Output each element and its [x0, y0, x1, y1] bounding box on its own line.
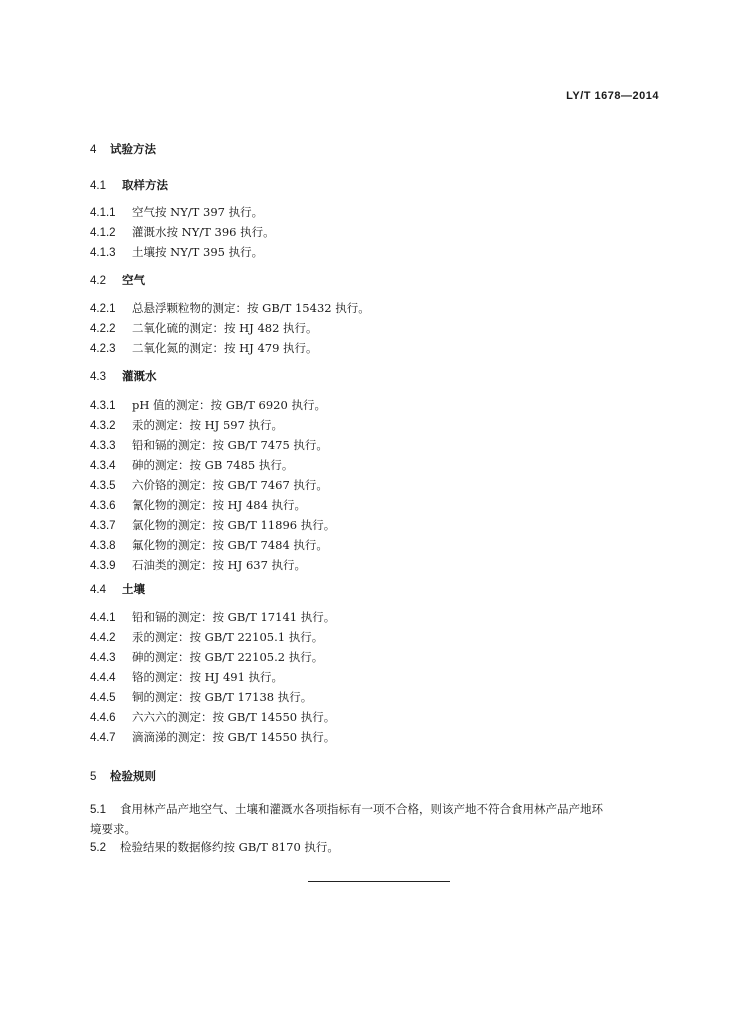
- section-number: 4: [90, 144, 97, 156]
- subsection-title: 灌溉水: [122, 369, 157, 383]
- clause-5-2: 5.2 检验结果的数据修约按 GB/T 8170 执行。: [90, 840, 339, 854]
- subsection-4-4-heading: [90, 581, 670, 597]
- clause-item: 4.3.4 砷的测定：按 GB 7485 执行。: [90, 458, 294, 472]
- clause-item: 4.3.1 pH 值的测定：按 GB/T 6920 执行。: [90, 398, 326, 412]
- clause-item: 4.3.2 汞的测定：按 HJ 597 执行。: [90, 418, 284, 432]
- section-title: 试验方法: [110, 142, 156, 156]
- subsection-number: 4.4: [90, 584, 106, 596]
- clause-item: 4.4.6 六六六的测定：按 GB/T 14550 执行。: [90, 710, 336, 724]
- subsection-number: 4.1: [90, 180, 106, 192]
- clause-item: 4.3.8 氟化物的测定：按 GB/T 7484 执行。: [90, 538, 328, 552]
- subsection-4-3-heading: [90, 368, 670, 384]
- clause-item: 4.3.9 石油类的测定：按 HJ 637 执行。: [90, 558, 307, 572]
- clause-item: 4.3.6 氰化物的测定：按 HJ 484 执行。: [90, 498, 307, 512]
- subsection-4-2-list: [90, 299, 670, 359]
- clause-5-1: 5.1 食用林产品产地空气、土壤和灌溉水各项指标有一项不合格，则该产地不符合食用林产品产地环 境要求。: [90, 802, 603, 836]
- clause-item: 4.1.1 空气按 NY/T 397 执行。: [90, 205, 264, 219]
- clause-item: 4.2.2 二氧化硫的测定：按 HJ 482 执行。: [90, 321, 318, 335]
- subsection-4-1-heading: [90, 177, 670, 193]
- clause-item: 4.3.5 六价铬的测定：按 GB/T 7467 执行。: [90, 478, 328, 492]
- section-number: 5: [90, 771, 97, 783]
- clause-item: 4.4.2 汞的测定：按 GB/T 22105.1 执行。: [90, 630, 324, 644]
- clause-item: 4.4.5 铜的测定：按 GB/T 17138 执行。: [90, 690, 313, 704]
- end-of-document-rule: [308, 881, 450, 882]
- section-title: 检验规则: [110, 769, 156, 783]
- subsection-number: 4.2: [90, 275, 106, 287]
- standard-code: LY/T 1678—2014: [566, 90, 659, 102]
- clause-item: 4.1.3 土壤按 NY/T 395 执行。: [90, 245, 264, 259]
- clause-item: 4.2.1 总悬浮颗粒物的测定：按 GB/T 15432 执行。: [90, 301, 370, 315]
- clause-item: 4.3.3 铅和镉的测定：按 GB/T 7475 执行。: [90, 438, 328, 452]
- subsection-title: 土壤: [122, 582, 145, 596]
- clause-item: 4.3.7 氯化物的测定：按 GB/T 11896 执行。: [90, 518, 336, 532]
- subsection-4-4-list: [90, 608, 670, 748]
- section-5-heading: [90, 768, 670, 784]
- clause-item: 4.4.7 滴滴涕的测定：按 GB/T 14550 执行。: [90, 730, 336, 744]
- subsection-title: 空气: [122, 273, 145, 287]
- clause-item: 4.4.1 铅和镉的测定：按 GB/T 17141 执行。: [90, 610, 336, 624]
- clause-item: 4.4.3 砷的测定：按 GB/T 22105.2 执行。: [90, 650, 324, 664]
- subsection-4-1-list: [90, 203, 670, 263]
- clause-item: 4.1.2 灌溉水按 NY/T 396 执行。: [90, 225, 275, 239]
- clause-item: 4.4.4 铬的测定：按 HJ 491 执行。: [90, 670, 284, 684]
- subsection-number: 4.3: [90, 371, 106, 383]
- clause-item: 4.2.3 二氧化氮的测定：按 HJ 479 执行。: [90, 341, 318, 355]
- subsection-title: 取样方法: [122, 178, 168, 192]
- subsection-4-3-list: [90, 396, 670, 576]
- subsection-4-2-heading: [90, 272, 670, 288]
- section-4-heading: [90, 141, 670, 157]
